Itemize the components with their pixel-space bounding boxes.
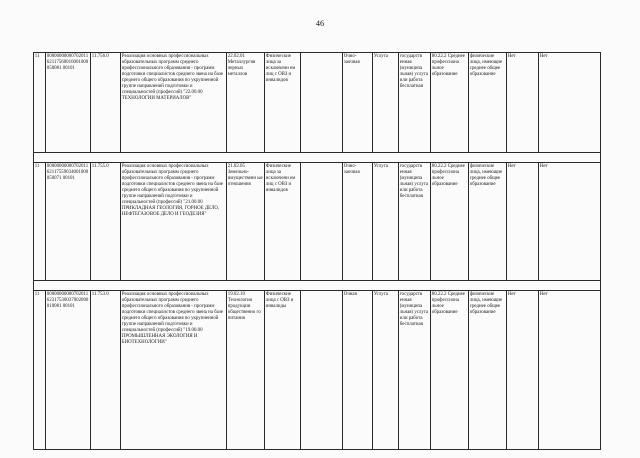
program-description: Реализация основных профессиональных образовательных программ среднего профессионального образования - программ подготовки специалистов среднего звена на базе среднего общего образования по укрупненной группе направлений подготовки и специальностей (профессий) "22.00.00 ТЕХНОЛОГИИ МАТЕРИАЛОВ" <box>121 53 227 153</box>
education-level: 80.22.2 Среднее профессиона льное образование <box>431 53 469 153</box>
flag-2: Нет <box>539 291 601 450</box>
program-description: Реализация основных профессиональных образовательных программ среднего профессионального образования - программ подготовки специалистов среднего звена на базе среднего общего образования по укрупненной группе направлений подготовки и специальностей (профессий) "19.00.00 ПРОМЫШЛЕННАЯ ЭКОЛОГИЯ И БИОТЕХНОЛОГИИ" <box>121 291 227 450</box>
flag-2: Нет <box>539 53 601 153</box>
study-form: Очно-заочная <box>343 163 373 281</box>
row-gap <box>34 153 601 163</box>
table-row <box>34 53 601 153</box>
registry-table <box>33 52 601 450</box>
consumer-category: Физические лица с ОВЗ и инвалиды <box>265 291 301 450</box>
row-index: 11 <box>34 53 46 153</box>
registry-number: 11.755.0 <box>91 163 121 281</box>
flag-1: Нет <box>507 163 539 281</box>
service-kind: Услуга <box>373 291 399 450</box>
study-form: Очная <box>343 291 373 450</box>
flag-1: Нет <box>507 53 539 153</box>
study-form: Очно-заочная <box>343 53 373 153</box>
consumer-category: Физические лица за исключени ем лиц с ОВЗ и инвалидов <box>265 163 301 281</box>
registry-code: 0000000000070201162117559034001000050071 00101 <box>46 163 91 281</box>
service-kind: Услуга <box>373 163 399 281</box>
flag-1: Нет <box>507 291 539 450</box>
consumers: физические лица, имеющие среднее общее образование <box>469 53 507 153</box>
row-index: 11 <box>34 291 46 450</box>
empty-cell <box>301 53 343 153</box>
registry-code: 0000000000070201162117560016001000050081 00101 <box>46 53 91 153</box>
specialty: 19.02.10 Технология продукции общественно го питания <box>227 291 265 450</box>
registry-number: 11.753.0 <box>91 291 121 450</box>
payment-type: государств енная (муниципа льная) услуга или работа бесплатная <box>399 53 431 153</box>
registry-code: 0000000000070201162317530037002000010081 00101 <box>46 291 91 450</box>
payment-type: государств енная (муниципа льная) услуга или работа бесплатная <box>399 163 431 281</box>
row-gap <box>34 281 601 291</box>
specialty: 22.02.01 Металлургия черных металлов <box>227 53 265 153</box>
registry-number: 11.756.0 <box>91 53 121 153</box>
payment-type: государств енная (муниципа льная) услуга или работа бесплатная <box>399 291 431 450</box>
page-number: 46 <box>315 18 325 28</box>
service-kind: Услуга <box>373 53 399 153</box>
empty-cell <box>301 291 343 450</box>
consumers: физические лица, имеющие среднее общее образование <box>469 163 507 281</box>
education-level: 80.22.2 Среднее профессиона льное образование <box>431 291 469 450</box>
consumers: физические лица, имеющие среднее общее образование <box>469 291 507 450</box>
flag-2: Нет <box>539 163 601 281</box>
education-level: 80.22.2 Среднее профессиона льное образование <box>431 163 469 281</box>
row-index: 11 <box>34 163 46 281</box>
specialty: 21.02.05 Земельно-имущественн ые отношения <box>227 163 265 281</box>
table-row <box>34 291 601 450</box>
program-description: Реализация основных профессиональных образовательных программ среднего профессионального образования - программ подготовки специалистов среднего звена на базе среднего общего образования по укрупненной группе направлений подготовки и специальностей (профессий) "21.00.00 ПРИКЛАДНАЯ ГЕОЛОГИЯ, ГОРНОЕ ДЕЛО, НЕФТЕГАЗОВОЕ ДЕЛО И ГЕОДЕЗИЯ" <box>121 163 227 281</box>
consumer-category: Физические лица за исключени ем лиц с ОВЗ и инвалидов <box>265 53 301 153</box>
empty-cell <box>301 163 343 281</box>
table-row <box>34 163 601 281</box>
